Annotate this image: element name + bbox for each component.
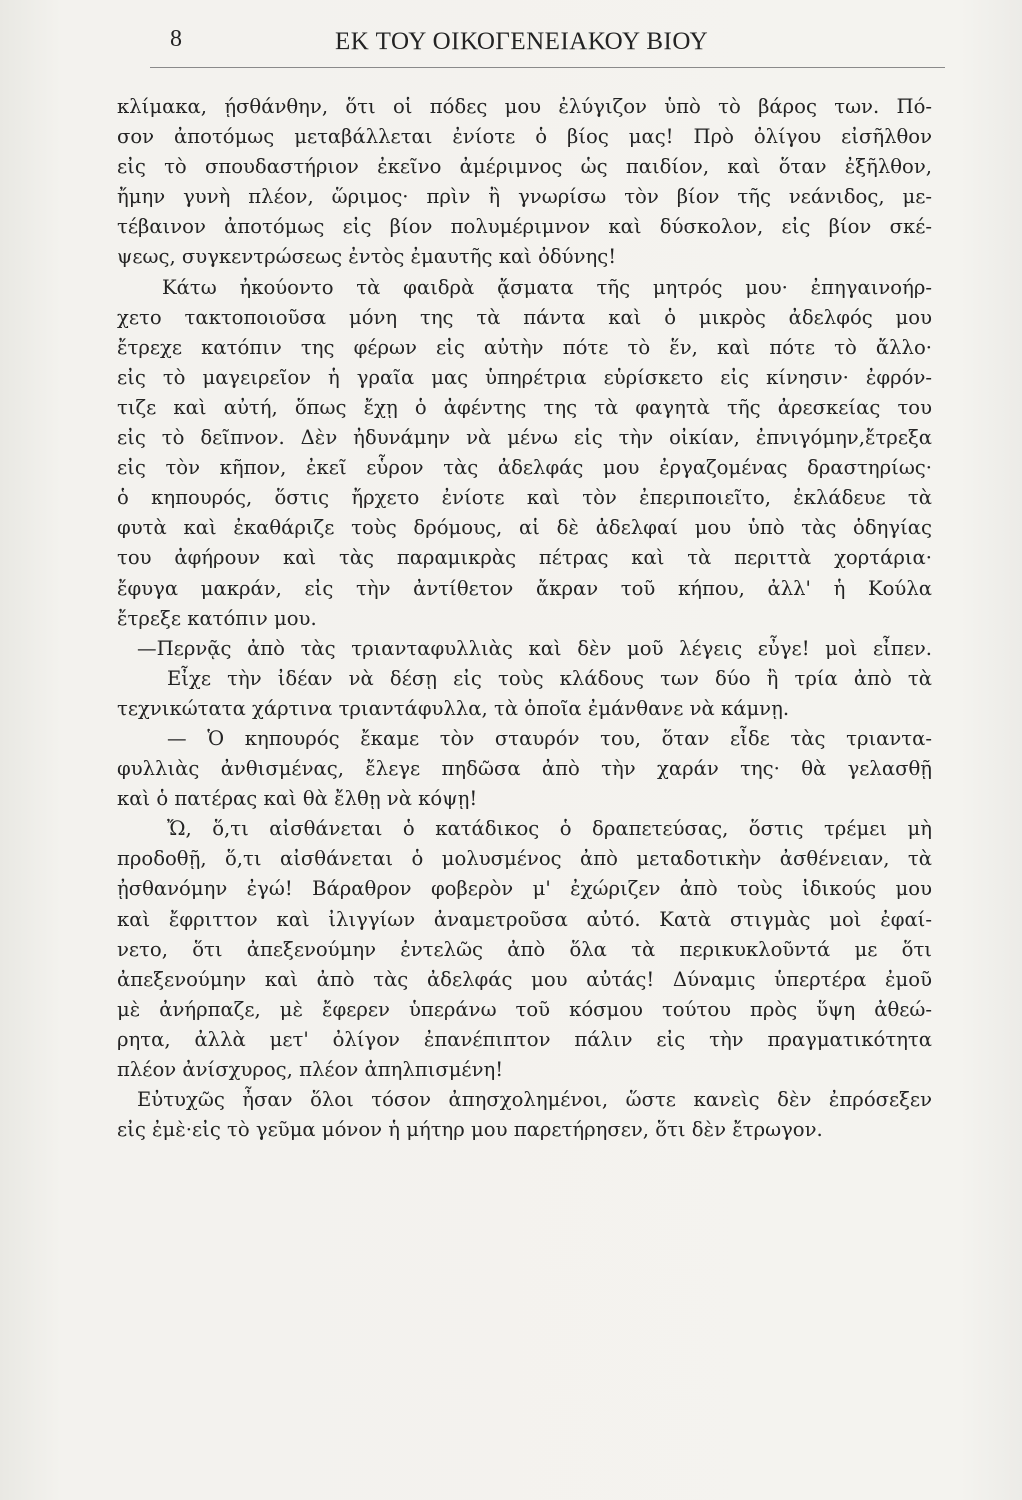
- text-line: τιζε καὶ αὐτή, ὅπως ἔχῃ ὁ ἀφέντης της τὰ φαγητὰ τῆς ἀρεσκείας του: [117, 395, 932, 419]
- text-line: ὁ κηπουρός, ὅστις ἤρχετο ἐνίοτε καὶ τὸν ἐπεριποιεῖτο, ἐκλάδευε τὰ: [117, 486, 932, 510]
- text-line: καὶ ὁ πατέρας καὶ θὰ ἔλθῃ νὰ κόψῃ!: [117, 787, 478, 811]
- text-line: μὲ ἀνήρπαζε, μὲ ἔφερεν ὑπεράνω τοῦ κόσμου τούτου πρὸς ὕψη ἀθεώ-: [117, 997, 932, 1021]
- text-line: ψεως, συγκεντρώσεως ἐντὸς ἐμαυτῆς καὶ ὀδύνης!: [117, 245, 617, 269]
- text-line: εἰς τὸν κῆπον, ἐκεῖ εὗρον τὰς ἀδελφάς μου ἐργαζομένας δραστηρίως·: [117, 456, 932, 480]
- text-line: κλίμακα, ῄσθάνθην, ὅτι οἱ πόδες μου ἐλύγιζον ὑπὸ τὸ βάρος των. Πό-: [117, 95, 932, 118]
- text-line: ἔτρεξε κατόπιν μου.: [117, 606, 317, 630]
- header-rule: [150, 67, 945, 68]
- text-line: του ἀφήρουν καὶ τὰς παραμικρὰς πέτρας καὶ τὰ περιττὰ χορτάρια·: [117, 546, 932, 570]
- body-text: [117, 92, 932, 1145]
- text-line: καὶ ἔφριττον καὶ ἰλιγγίων ἀναμετροῦσα αὐτό. Κατὰ στιγμὰς μοὶ ἐφαί-: [117, 907, 932, 931]
- text-line: φυτὰ καὶ ἐκαθάριζε τοὺς δρόμους, αἱ δὲ ἀδελφαί μου ὑπὸ τὰς ὁδηγίας: [117, 516, 932, 540]
- text-line: προδοθῇ, ὅ,τι αἰσθάνεται ὁ μολυσμένος ἀπὸ μεταδοτικὴν ἀσθένειαν, τὰ: [117, 847, 932, 871]
- running-head: ΕΚ ΤΟΥ ΟΙΚΟΓΕΝΕΙΑΚΟΥ ΒΙΟΥ: [335, 28, 709, 55]
- text-line: χετο τακτοποιοῦσα μόνη της τὰ πάντα καὶ ὁ μικρὸς ἀδελφός μου: [117, 305, 932, 329]
- text-line: Εὐτυχῶς ἦσαν ὅλοι τόσον ἀπησχολημένοι, ὥστε κανεὶς δὲν ἐπρόσεξεν: [137, 1088, 932, 1112]
- text-line: — Ὁ κηπουρός ἔκαμε τὸν σταυρόν του, ὅταν εἶδε τὰς τριαντα-: [167, 726, 932, 750]
- text-line: ᾐσθανόμην ἐγώ! Βάραθρον φοβερὸν μ' ἐχώριζεν ἀπὸ τοὺς ἰδικούς μου: [117, 877, 932, 901]
- text-line: εἰς τὸ σπουδαστήριον ἐκεῖνο ἀμέριμνος ὡς παιδίον, καὶ ὅταν ἐξῆλθον,: [117, 155, 932, 179]
- text-line: Ὤ, ὅ,τι αἰσθάνεται ὁ κατάδικος ὁ δραπετεύσας, ὅστις τρέμει μὴ: [167, 817, 932, 841]
- text-line: νετο, ὅτι ἀπεξενούμην ἐντελῶς ἀπὸ ὅλα τὰ περικυκλοῦντά με ὅτι: [117, 937, 932, 961]
- text-line: φυλλιὰς ἀνθισμένας, ἔλεγε πηδῶσα ἀπὸ τὴν χαράν της· θὰ γελασθῇ: [117, 757, 932, 781]
- text-line: ἀπεξενούμην καὶ ἀπὸ τὰς ἀδελφάς μου αὐτάς! Δύναμις ὑπερτέρα ἐμοῦ: [117, 967, 932, 991]
- text-line: εἰς ἐμὲ·εἰς τὸ γεῦμα μόνον ἡ μήτηρ μου παρετήρησεν, ὅτι δὲν ἔτρωγον.: [117, 1118, 823, 1142]
- text-line: Κάτω ἠκούοντο τὰ φαιδρὰ ᾄσματα τῆς μητρός μου· ἐπηγαινοήρ-: [162, 275, 932, 299]
- page-header: [150, 24, 950, 66]
- text-line: ἔφυγα μακράν, εἰς τὴν ἀντίθετον ἄκραν τοῦ κήπου, ἀλλ' ἡ Κούλα: [117, 576, 932, 600]
- text-line: σον ἀποτόμως μεταβάλλεται ἐνίοτε ὁ βίος μας! Πρὸ ὀλίγου εἰσῆλθον: [117, 125, 932, 149]
- text-line: ρητα, ἀλλὰ μετ' ὀλίγον ἐπανέπιπτον πάλιν εἰς τὴν πραγματικότητα: [117, 1027, 932, 1051]
- text-line: τέβαινον ἀποτόμως εἰς βίον πολυμέριμνον καὶ δύσκολον, εἰς βίον σκέ-: [117, 215, 932, 239]
- text-line: Εἶχε τὴν ἰδέαν νὰ δέσῃ εἰς τοὺς κλάδους των δύο ἢ τρία ἀπὸ τὰ: [167, 666, 932, 690]
- text-line: ἤμην γυνὴ πλέον, ὥριμος· πρὶν ἢ γνωρίσω τὸν βίον τῆς νεάνιδος, με-: [117, 185, 932, 209]
- page-number: 8: [170, 26, 183, 52]
- text-line: τεχνικώτατα χάρτινα τριαντάφυλλα, τὰ ὁποῖα ἐμάνθανε νὰ κάμνῃ.: [117, 696, 790, 720]
- text-line: —Περνᾷς ἀπὸ τὰς τριανταφυλλιὰς καὶ δὲν μοῦ λέγεις εὖγε! μοὶ εἶπεν.: [137, 636, 932, 660]
- text-line: εἰς τὸ μαγειρεῖον ἡ γραῖα μας ὑπηρέτρια εὑρίσκετο εἰς κίνησιν· ἐφρόν-: [117, 365, 932, 389]
- text-line: ἔτρεχε κατόπιν της φέρων εἰς αὐτὴν πότε τὸ ἕν, καὶ πότε τὸ ἄλλο·: [117, 335, 932, 359]
- text-line: πλέον ἀνίσχυρος, πλέον ἀπηλπισμένη!: [117, 1058, 504, 1081]
- text-line: εἰς τὸ δεῖπνον. Δὲν ἠδυνάμην νὰ μένω εἰς τὴν οἰκίαν, ἐπνιγόμην,ἔτρεξα: [117, 426, 932, 450]
